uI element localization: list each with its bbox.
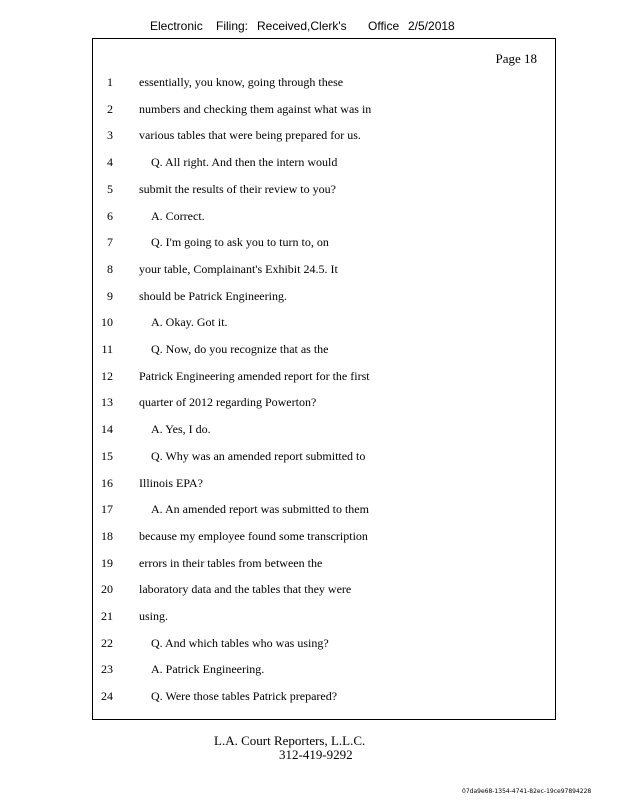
transcript-line <box>93 287 553 305</box>
line-text: A. Patrick Engineering. <box>151 662 265 677</box>
line-number: 22 <box>101 635 113 650</box>
line-number: 21 <box>101 609 113 623</box>
line-text: Q. All right. And then the intern would <box>151 155 338 170</box>
header-office: Office <box>368 19 400 33</box>
line-number: 8 <box>107 261 113 276</box>
line-number: 1 <box>107 75 113 89</box>
header-electronic: Electronic <box>150 19 203 33</box>
line-text: A. Yes, I do. <box>151 422 211 437</box>
line-number: 24 <box>101 689 113 704</box>
line-number: 2 <box>107 101 113 116</box>
line-text: Illinois EPA? <box>139 475 203 490</box>
line-text: Q. And which tables who was using? <box>151 635 329 650</box>
transcript-line <box>93 660 553 678</box>
line-text: using. <box>139 609 169 623</box>
transcript-line <box>93 607 553 625</box>
line-text: submit the results of their review to you? <box>139 181 336 196</box>
line-number: 3 <box>107 128 113 143</box>
line-text: essentially, you know, going through these <box>139 75 344 89</box>
transcript-line <box>93 447 553 465</box>
transcript-line <box>93 313 553 331</box>
line-text: should be Patrick Engineering. <box>139 288 287 303</box>
line-text: Q. Why was an amended report submitted to <box>151 448 366 463</box>
line-number: 15 <box>101 448 113 463</box>
transcript-line <box>93 340 553 358</box>
header-date: 2/5/2018 <box>408 19 455 33</box>
line-number: 18 <box>101 528 113 543</box>
line-text: your table, Complainant's Exhibit 24.5. It <box>139 261 338 276</box>
line-number: 12 <box>101 368 113 383</box>
transcript-line <box>93 73 553 91</box>
line-text: A. An amended report was submitted to them <box>151 502 369 517</box>
transcript-line <box>93 527 553 545</box>
transcript-line <box>93 100 553 118</box>
line-text: Q. Now, do you recognize that as the <box>151 342 329 356</box>
footer-company: L.A. Court Reporters, L.L.C. <box>214 733 366 748</box>
transcript-line <box>93 260 553 278</box>
line-number: 4 <box>107 155 113 170</box>
line-number: 19 <box>101 555 113 570</box>
line-number: 10 <box>101 315 113 330</box>
transcript-line <box>93 180 553 198</box>
line-number: 16 <box>101 475 113 490</box>
line-number: 14 <box>101 422 113 437</box>
line-number: 9 <box>107 288 113 303</box>
transcript-line <box>93 554 553 572</box>
transcript-line <box>93 367 553 385</box>
line-text: Patrick Engineering amended report for the first <box>139 368 370 383</box>
document-id: 07da9e68-1354-4741-82ec-19ce97894228 <box>462 788 592 795</box>
line-number: 17 <box>101 502 113 517</box>
header-filing: Filing: <box>216 19 249 33</box>
transcript-line <box>93 233 553 251</box>
line-text: various tables that were being prepared for us. <box>139 128 361 143</box>
transcript-line <box>93 420 553 438</box>
transcript-line <box>93 126 553 144</box>
line-number: 7 <box>107 235 113 250</box>
transcript-line <box>93 580 553 598</box>
line-number: 5 <box>107 181 113 196</box>
transcript-line <box>93 687 553 705</box>
line-number: 20 <box>101 582 113 597</box>
footer-phone: 312-419-9292 <box>279 747 353 762</box>
line-text: laboratory data and the tables that they were <box>139 582 352 597</box>
line-text: quarter of 2012 regarding Powerton? <box>139 395 317 410</box>
line-text: numbers and checking them against what was in <box>139 101 372 116</box>
transcript-line <box>93 500 553 518</box>
transcript-page <box>92 38 556 720</box>
line-number: 11 <box>101 342 113 356</box>
line-number: 6 <box>107 208 113 223</box>
transcript-line <box>93 634 553 652</box>
transcript-line <box>93 153 553 171</box>
transcript-line <box>93 393 553 411</box>
transcript-line <box>93 474 553 492</box>
line-text: errors in their tables from between the <box>139 555 323 570</box>
header-received: Received,Clerk's <box>257 19 347 33</box>
line-number: 13 <box>101 395 113 410</box>
transcript-line <box>93 207 553 225</box>
line-text: because my employee found some transcription <box>139 528 368 543</box>
line-text: Q. I'm going to ask you to turn to, on <box>151 235 329 250</box>
line-text: A. Correct. <box>151 208 205 223</box>
line-text: Q. Were those tables Patrick prepared? <box>151 689 338 704</box>
line-text: A. Okay. Got it. <box>151 315 228 330</box>
page-number: Page 18 <box>495 51 537 66</box>
line-number: 23 <box>101 662 113 677</box>
